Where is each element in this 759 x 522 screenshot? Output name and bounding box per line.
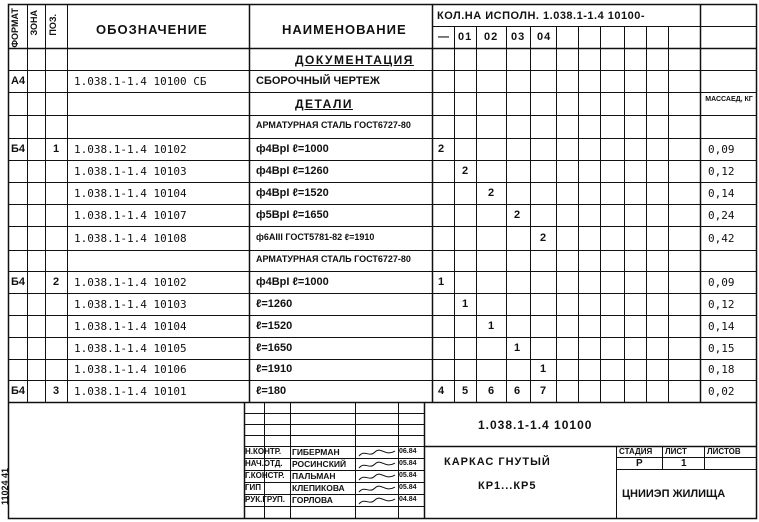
row-pos: 2 (53, 276, 61, 288)
signer-name: ПАЛЬМАН (292, 471, 336, 481)
row-designation: 1.038.1-1.4 10104 (74, 320, 187, 333)
row-designation: 1.038.1-1.4 10103 (74, 165, 187, 178)
stamp-sheet-value: 1 (681, 458, 688, 469)
row-name: ф4ВрI ℓ=1000 (256, 143, 329, 155)
stamp-title-2: КР1...КР5 (478, 480, 537, 492)
header-pos: ПОЗ. (48, 14, 58, 36)
row-name: СБОРОЧНЫЙ ЧЕРТЕЖ (256, 75, 380, 87)
signature-icon (357, 448, 397, 459)
signer-name: КЛЕПИКОВА (292, 483, 345, 493)
header-designation: ОБОЗНАЧЕНИЕ (96, 22, 208, 37)
row-designation: 1.038.1-1.4 10106 (74, 363, 187, 376)
signer-date: 05.84 (399, 460, 417, 467)
header-mass: МАССАЕД, КГ (705, 96, 753, 103)
row-qty-1: 2 (462, 165, 470, 177)
row-qty-4: 2 (540, 232, 548, 244)
header-format: ФОРМАТ (10, 8, 20, 48)
row-mass: 0,12 (708, 298, 735, 311)
header-zone: ЗОНА (29, 10, 39, 36)
signer-role: Г.КОНСТР. (245, 471, 285, 480)
variant-col-0: — (438, 31, 450, 43)
signer-date: 05.84 (399, 484, 417, 491)
row-name: ф4ВрI ℓ=1000 (256, 276, 329, 288)
signer-role: НАЧ.ОТД. (245, 459, 283, 468)
signature-icon (357, 472, 397, 483)
signer-date: 05.84 (399, 472, 417, 479)
row-name: ℓ=1260 (256, 298, 293, 310)
variant-col-3: 03 (511, 31, 526, 43)
row-name: ℓ=180 (256, 385, 287, 397)
signer-date: 06.84 (399, 448, 417, 455)
stamp-doc-code: 1.038.1-1.4 10100 (478, 418, 593, 432)
margin-note: 11024 41 (0, 467, 10, 505)
row-mass: 0,12 (708, 165, 735, 178)
row-mass: 0,02 (708, 385, 735, 398)
row-name: АРМАТУРНАЯ СТАЛЬ ГОСТ6727-80 (256, 254, 411, 264)
row-mass: 0,14 (708, 187, 735, 200)
row-mass: 0,15 (708, 342, 735, 355)
header-qty-title: КОЛ.НА ИСПОЛН. 1.038.1-1.4 10100- (437, 10, 645, 22)
signer-name: РОСИНСКИЙ (292, 459, 347, 469)
row-qty-0: 2 (438, 143, 446, 155)
row-qty-1: 5 (462, 385, 470, 397)
row-qty-3: 2 (514, 209, 522, 221)
signer-role: РУК.ГРУП. (245, 495, 286, 504)
row-designation: 1.038.1-1.4 10103 (74, 298, 187, 311)
stamp-sheets-label: ЛИСТОВ (707, 447, 741, 456)
row-pos: 3 (53, 385, 61, 397)
row-pos: 1 (53, 143, 61, 155)
row-designation: 1.038.1-1.4 10104 (74, 187, 187, 200)
row-qty-2: 1 (488, 320, 496, 332)
row-name: ф4ВрI ℓ=1520 (256, 187, 329, 199)
row-mass: 0,42 (708, 232, 735, 245)
signer-role: Н.КОНТР. (245, 447, 282, 456)
row-qty-2: 2 (488, 187, 496, 199)
stamp-title-1: КАРКАС ГНУТЫЙ (444, 456, 551, 468)
row-qty-2: 6 (488, 385, 496, 397)
row-name: ℓ=1650 (256, 342, 293, 354)
row-qty-3: 6 (514, 385, 522, 397)
stamp-organization: ЦНИИЭП ЖИЛИЩА (622, 488, 726, 500)
row-qty-0: 1 (438, 276, 446, 288)
row-name: ф5ВрI ℓ=1650 (256, 209, 329, 221)
variant-col-4: 04 (537, 31, 552, 43)
row-mass: 0,14 (708, 320, 735, 333)
row-designation: 1.038.1-1.4 10108 (74, 232, 187, 245)
row-designation: 1.038.1-1.4 10100 СБ (74, 75, 207, 88)
row-name: ДОКУМЕНТАЦИЯ (295, 53, 414, 67)
row-qty-4: 7 (540, 385, 548, 397)
row-name: ф6АIII ГОСТ5781-82 ℓ=1910 (256, 232, 375, 242)
row-format: Б4 (11, 143, 26, 155)
row-mass: 0,24 (708, 209, 735, 222)
row-qty-4: 1 (540, 363, 548, 375)
signer-name: ГИБЕРМАН (292, 447, 340, 457)
signer-date: 04.84 (399, 496, 417, 503)
signer-name: ГОРЛОВА (292, 495, 333, 505)
row-mass: 0,09 (708, 276, 735, 289)
variant-col-2: 02 (484, 31, 499, 43)
row-format: Б4 (11, 276, 26, 288)
row-name: ℓ=1910 (256, 363, 293, 375)
stamp-stage-label: СТАДИЯ (619, 447, 653, 456)
signature-icon (357, 484, 397, 495)
row-designation: 1.038.1-1.4 10102 (74, 143, 187, 156)
row-qty-0: 4 (438, 385, 446, 397)
row-designation: 1.038.1-1.4 10101 (74, 385, 187, 398)
stamp-sheet-label: ЛИСТ (665, 447, 687, 456)
row-qty-3: 1 (514, 342, 522, 354)
row-name: ДЕТАЛИ (295, 97, 353, 111)
row-name: АРМАТУРНАЯ СТАЛЬ ГОСТ6727-80 (256, 120, 411, 130)
stamp-stage-value: Р (636, 458, 644, 469)
row-designation: 1.038.1-1.4 10102 (74, 276, 187, 289)
row-name: ℓ=1520 (256, 320, 293, 332)
row-mass: 0,09 (708, 143, 735, 156)
row-mass: 0,18 (708, 363, 735, 376)
row-qty-1: 1 (462, 298, 470, 310)
row-designation: 1.038.1-1.4 10105 (74, 342, 187, 355)
row-format: А4 (11, 75, 26, 87)
variant-col-1: 01 (458, 31, 473, 43)
row-designation: 1.038.1-1.4 10107 (74, 209, 187, 222)
signature-icon (357, 460, 397, 471)
header-name: НАИМЕНОВАНИЕ (282, 22, 407, 37)
row-name: ф4ВрI ℓ=1260 (256, 165, 329, 177)
signer-role: ГИП (245, 483, 262, 492)
row-format: Б4 (11, 385, 26, 397)
signature-icon (357, 496, 397, 507)
